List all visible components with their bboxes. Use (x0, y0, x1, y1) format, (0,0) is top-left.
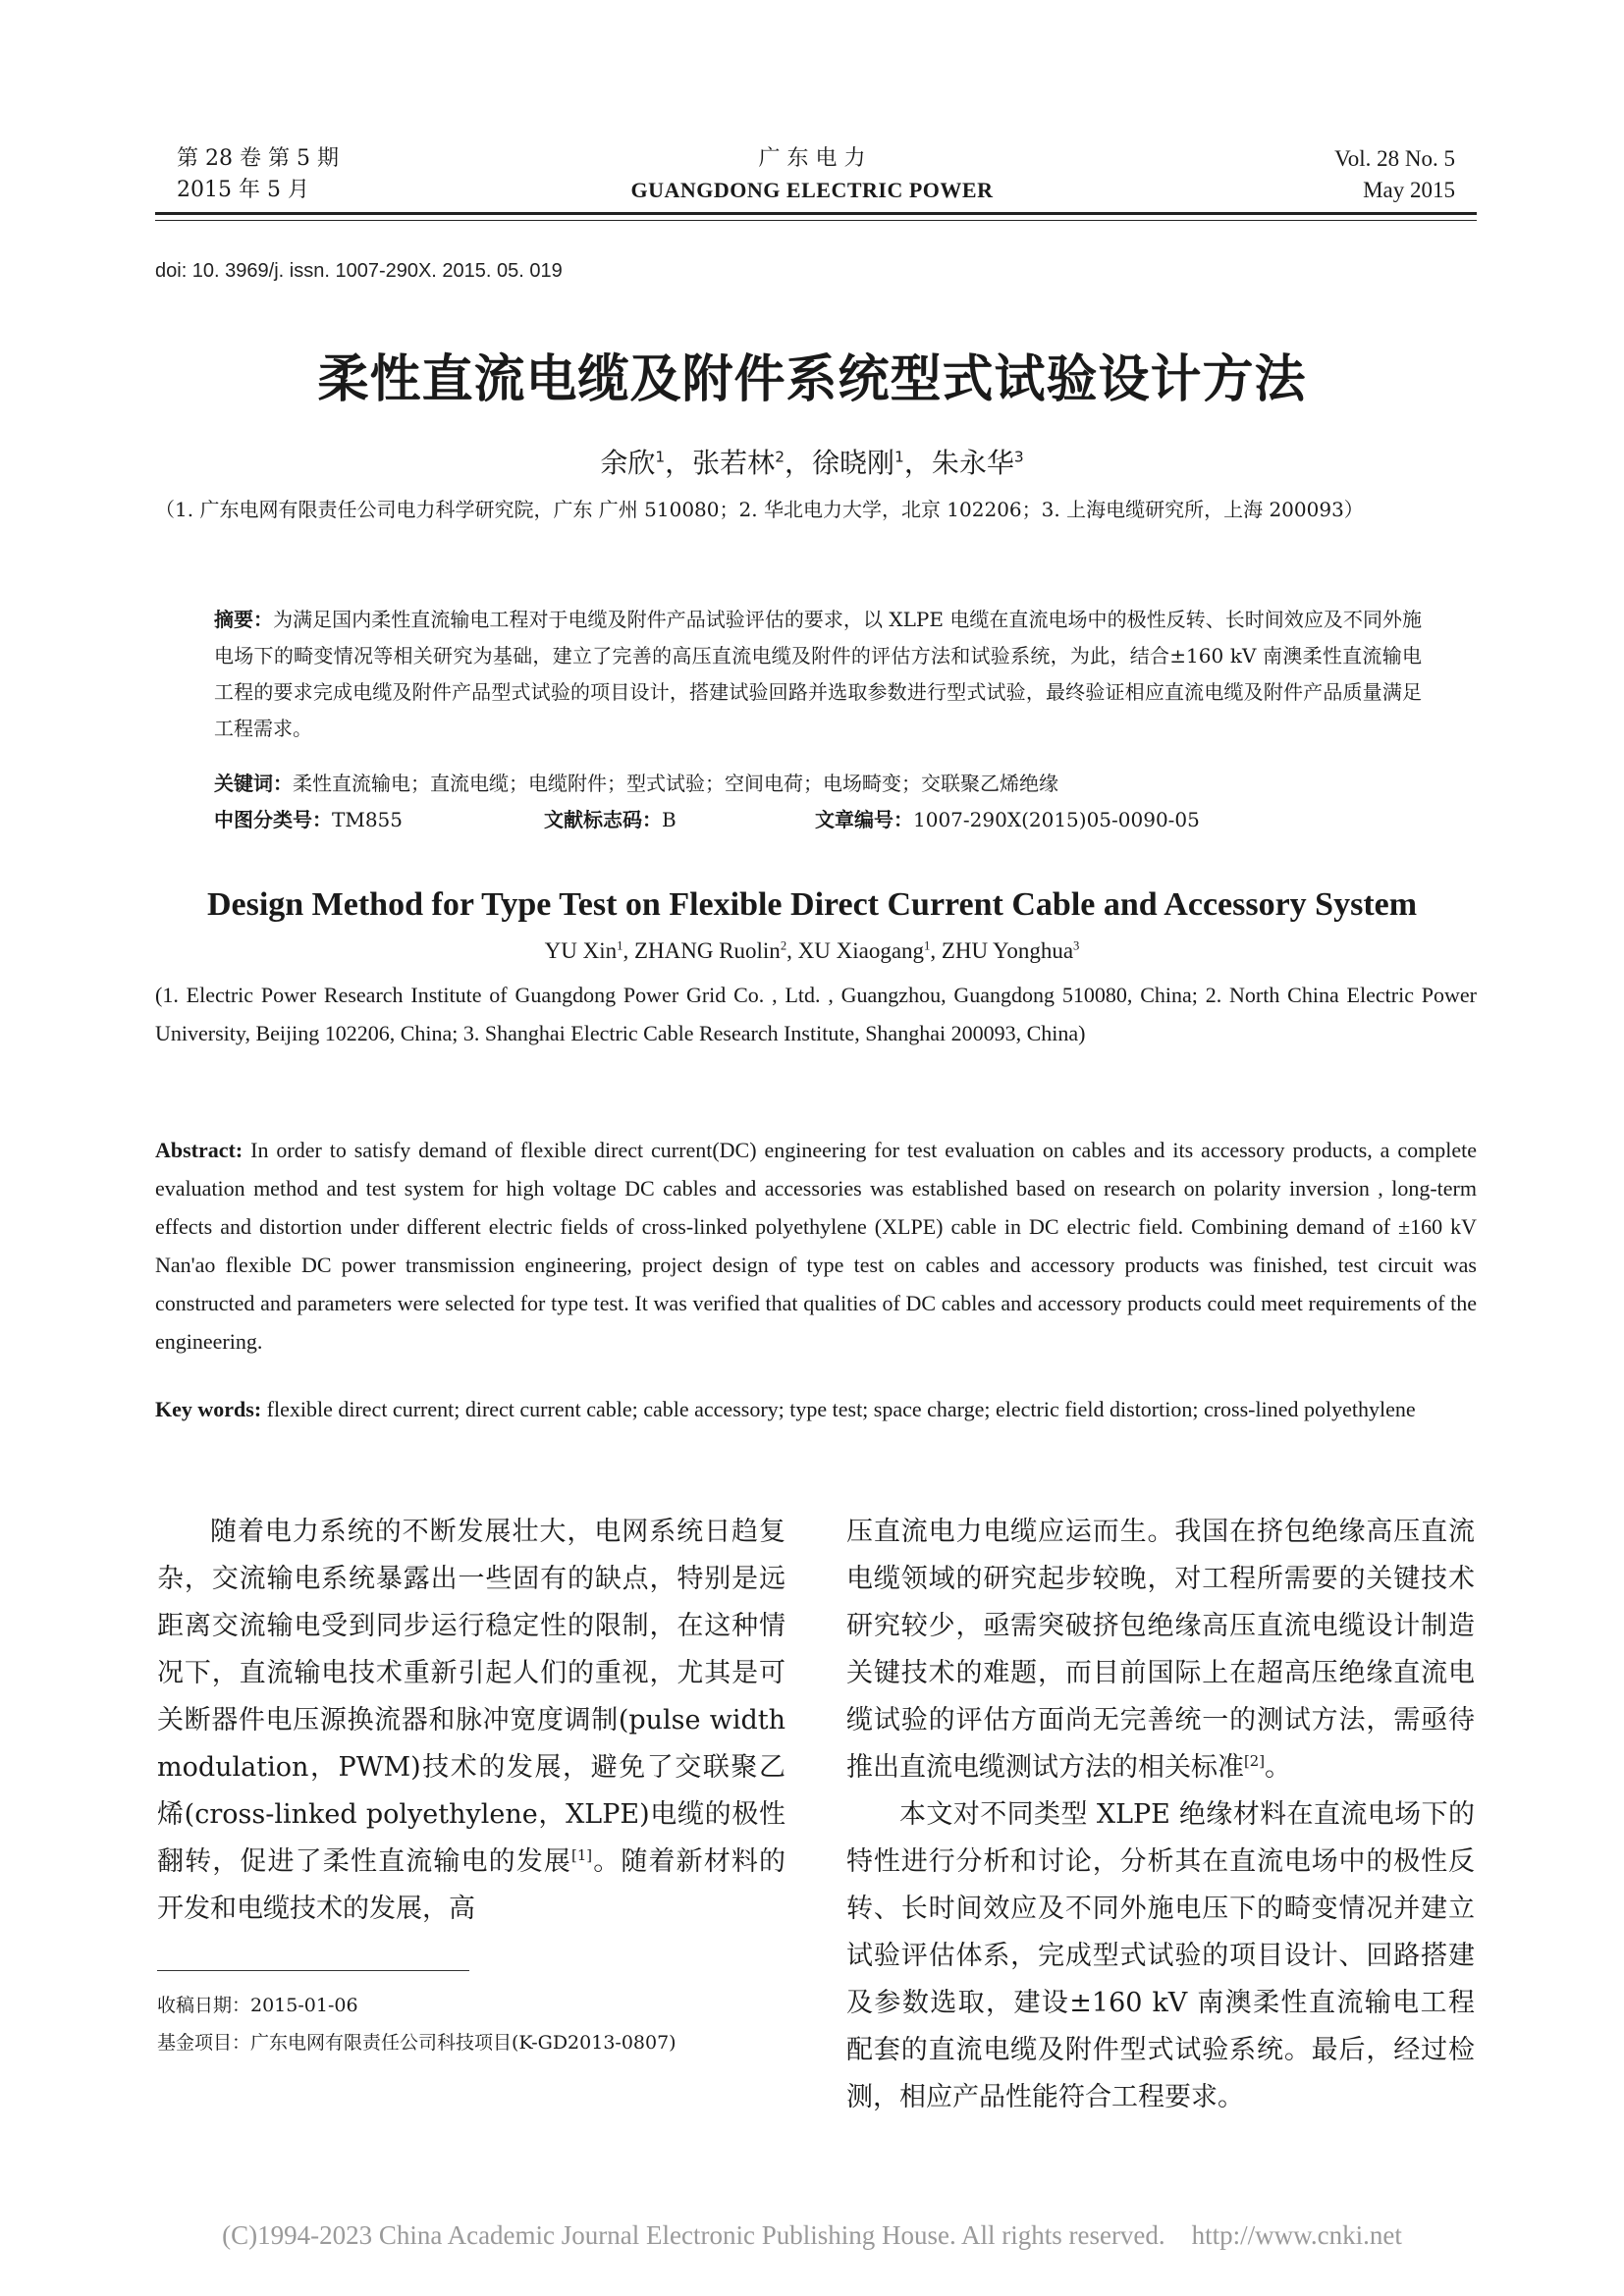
journal-volume-en: Vol. 28 No. 5 (1334, 146, 1455, 171)
author-name: YU Xin (544, 938, 618, 963)
doc-code-label: 文献标志码： (544, 808, 662, 831)
author-name: ZHU Yonghua (941, 938, 1074, 963)
author-affil-mark: 1 (924, 938, 931, 953)
journal-name-zh: 广 东 电 力 (758, 146, 866, 171)
author-list-en (0, 934, 1624, 968)
author-list-zh (0, 444, 1624, 483)
body-text: 压直流电力电缆应运而生。我国在挤包绝缘高压直流电缆领域的研究起步较晚，对工程所需要的关键技术研究较少，亟需突破挤包绝缘高压直流电缆设计制造关键技术的难题，而目前国际上在超高压绝缘直流电缆试验的评估方面尚无完善统一的测试方法，需亟待推出直流电缆测试方法的相关标准 (846, 1517, 1475, 1783)
citation-ref: [2] (1244, 1752, 1266, 1770)
journal-date-en: May 2015 (1363, 178, 1455, 202)
keywords-en (155, 1390, 1477, 1428)
author-name: 朱永华 (931, 447, 1014, 479)
header-rule-thin (155, 220, 1477, 221)
author-name: 徐晓刚 (812, 447, 895, 479)
keywords-zh (214, 766, 1422, 802)
copyright-notice: (C)1994-2023 China Academic Journal Electronic Publishing House. All rights reserved. http://www.cnki.net (222, 2220, 1402, 2250)
header-rule-thick (155, 212, 1477, 215)
abstract-en (155, 1131, 1477, 1361)
body-paragraph (157, 1509, 785, 1933)
author-separator: ， (903, 447, 932, 479)
author-affil-mark: 2 (780, 938, 787, 953)
body-paragraph (846, 1509, 1475, 1791)
abstract-text-en: In order to satisfy demand of flexible direct current(DC) engineering for test evaluation on cables and its accessory products, a complete evaluation method and test system for high voltage DC cables and accessories was established based on research on polarity inversion , long-term effects and distortion under different electric fields of cross-linked polyethylene (XLPE) cable in DC electric field. Combining demand of ±160 kV Nan'ao flexible DC power transmission engineering, project design of type test on cables and accessory products was finished, test circuit was constructed and parameters were selected for type test. It was verified that qualities of DC cables and accessory products could meet requirements of the engineering. (155, 1138, 1477, 1354)
keywords-text-en: flexible direct current; direct current cable; cable accessory; type test; space charge; electric field distortion; cross-lined polyethylene (261, 1397, 1416, 1421)
citation-ref: [1] (571, 1846, 593, 1864)
journal-date: 2015 年 5 月 (177, 178, 309, 202)
journal-name-en: GUANGDONG ELECTRIC POWER (630, 178, 994, 202)
author-name: ZHANG Ruolin (633, 938, 781, 963)
received-date: 收稿日期：2015-01-06 (157, 1995, 358, 2016)
clc-value: TM855 (332, 808, 403, 831)
paper-title-zh: 柔性直流电缆及附件系统型式试验设计方法 (317, 350, 1307, 409)
body-column-right (846, 1509, 1475, 2121)
abstract-label-zh: 摘要： (214, 608, 274, 631)
author-separator: , (786, 938, 798, 963)
footnotes (157, 1987, 677, 2061)
author-separator: , (930, 938, 942, 963)
doi: doi: 10. 3969/j. issn. 1007-290X. 2015. 05. 019 (155, 260, 563, 282)
article-number (815, 802, 1200, 838)
author-separator: ， (784, 447, 812, 479)
keywords-label-en: Key words: (155, 1397, 262, 1421)
article-number-label: 文章编号： (815, 808, 913, 831)
abstract-label-en: Abstract: (155, 1138, 244, 1162)
journal-volume: 第 28 卷 第 5 期 (177, 146, 339, 171)
author-affil-mark: 3 (1073, 938, 1080, 953)
keywords-label-zh: 关键词： (214, 772, 293, 795)
author-separator: ， (665, 447, 693, 479)
abstract-zh (214, 602, 1422, 747)
journal-issue-en (1334, 143, 1455, 206)
fund-project: 基金项目：广东电网有限责任公司科技项目(K-GD2013-0807) (157, 2032, 677, 2054)
affiliations-en: (1. Electric Power Research Institute of Guangdong Power Grid Co. , Ltd. , Guangzhou, Guangdong 510080, China; 2. North China Electric Power University, Beijing 102206, China; 3. Shanghai Electric Cable Research Institute, Shanghai 200093, China) (155, 983, 1477, 1045)
affiliations-zh: （1. 广东电网有限责任公司电力科学研究院，广东 广州 510080；2. 华北电力大学，北京 102206；3. 上海电缆研究所，上海 200093） (155, 498, 1364, 521)
article-number-value: 1007-290X(2015)05-0090-05 (913, 808, 1200, 831)
author-name: 张若林 (692, 447, 776, 479)
author-separator: , (623, 938, 634, 963)
clc-label: 中图分类号： (214, 808, 332, 831)
footnote-rule (157, 1970, 469, 1971)
body-text: 。随着新材料的开发和电缆技术的发展，高 (157, 1846, 786, 1924)
document-code (544, 802, 677, 838)
author-name: XU Xiaogang (797, 938, 925, 963)
author-affil-mark: 1 (894, 448, 904, 466)
author-affil-mark: 1 (655, 448, 666, 466)
author-affil-mark: 1 (617, 938, 623, 953)
author-affil-mark: 3 (1013, 448, 1024, 466)
keywords-text-zh: 柔性直流输电；直流电缆；电缆附件；型式试验；空间电荷；电场畸变；交联聚乙烯绝缘 (293, 772, 1058, 795)
abstract-text-zh: 为满足国内柔性直流输电工程对于电缆及附件产品试验评估的要求，以 XLPE 电缆在直流电场中的极性反转、长时间效应及不同外施电场下的畸变情况等相关研究为基础，建立了完善的高压直流电缆及附件的评估方法和试验系统，为此，结合±160 kV 南澳柔性直流输电工程的要求完成电缆及附件产品型式试验的项目设计，搭建试验回路并选取参数进行型式试验，最终验证相应直流电缆及附件产品质量满足工程需求。 (214, 608, 1423, 740)
body-text: 。 (1265, 1752, 1292, 1783)
clc-number (214, 802, 403, 838)
body-column-left (157, 1509, 785, 1933)
body-paragraph: 本文对不同类型 XLPE 绝缘材料在直流电场下的特性进行分析和讨论，分析其在直流电场中的极性反转、长时间效应及不同外施电压下的畸变情况并建立试验评估体系，完成型式试验的项目设计、回路搭建及参数选取，建设±160 kV 南澳柔性直流输电工程配套的直流电缆及附件型式试验系统。最后，经过检测，相应产品性能符合工程要求。 (846, 1799, 1475, 2112)
paper-title-en: Design Method for Type Test on Flexible Direct Current Cable and Accessory System (206, 886, 1418, 923)
body-text: 随着电力系统的不断发展壮大，电网系统日趋复杂，交流输电系统暴露出一些固有的缺点，特别是远距离交流输电受到同步运行稳定性的限制，在这种情况下，直流输电技术重新引起人们的重视，尤其是可关断器件电压源换流器和脉冲宽度调制(pulse width modulation，PWM)技术的发展，避免了交联聚乙烯(cross-linked polyethylene，XLPE)电缆的极性翻转，促进了柔性直流输电的发展 (157, 1517, 785, 1877)
author-affil-mark: 2 (775, 448, 785, 466)
doc-code-value: B (662, 808, 677, 831)
author-name: 余欣 (600, 447, 656, 479)
